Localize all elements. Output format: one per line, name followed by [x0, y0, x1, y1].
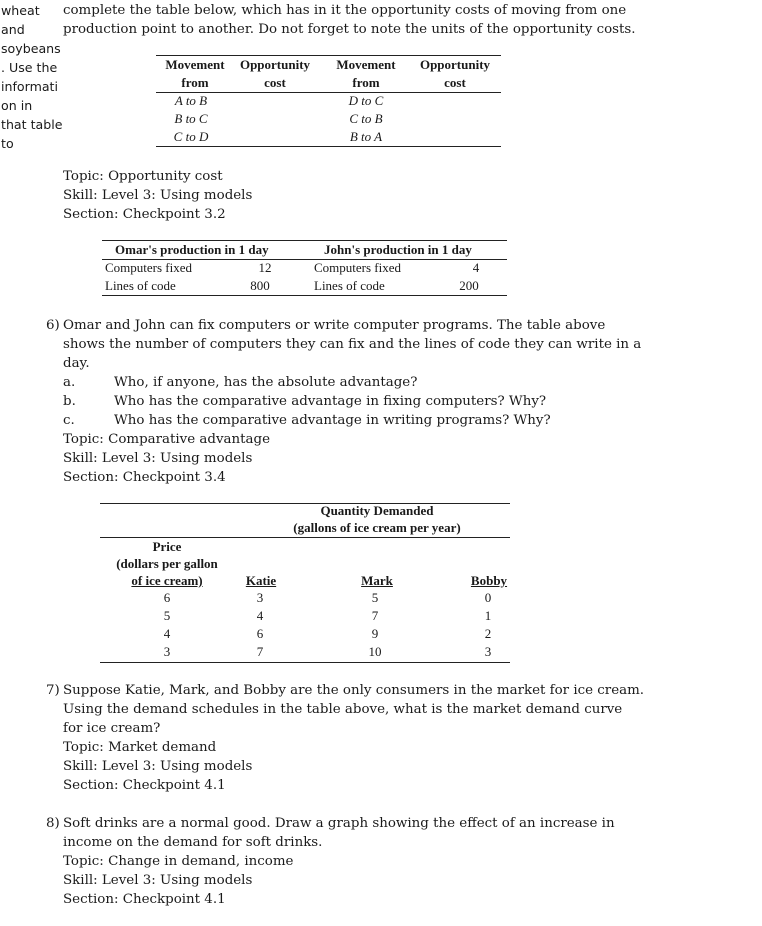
table-cell: Lines of code: [314, 278, 385, 293]
col-header-movement-sub: from: [352, 75, 380, 90]
question-line: Suppose Katie, Mark, and Bobby are the only consumers in the market for ice cream.: [63, 683, 645, 698]
left-column-line: to: [1, 136, 14, 151]
price-header: Price: [152, 539, 182, 554]
part-text: Who, if anyone, has the absolute advantage?: [114, 375, 418, 390]
table-cell: Lines of code: [105, 278, 176, 293]
table-cell: B to C: [174, 111, 208, 126]
part-text: Who has the comparative advantage in fixing computers? Why?: [114, 394, 547, 409]
col-header-movement-sub: from: [181, 75, 209, 90]
table-cell: 4: [163, 626, 171, 641]
question-number: 7): [46, 683, 60, 698]
table-cell: 9: [371, 626, 379, 641]
table-cell: 4: [256, 608, 264, 623]
topic-line: Topic: Opportunity cost: [63, 169, 223, 184]
intro-line: production point to another. Do not forget to note the units of the opportunity costs.: [63, 22, 636, 37]
table-cell: C to B: [349, 111, 383, 126]
table-cell: C to D: [173, 129, 209, 144]
left-column-line: on in: [1, 98, 33, 113]
table-cell: 0: [484, 590, 492, 605]
question-line: for ice cream?: [63, 721, 161, 736]
table-cell: Computers fixed: [314, 260, 402, 275]
table-cell: 7: [256, 644, 264, 659]
topic-line: Topic: Market demand: [63, 740, 217, 755]
col-header-mark: Mark: [361, 573, 393, 588]
omar-header: Omar's production in 1 day: [115, 242, 269, 257]
section-line: Section: Checkpoint 4.1: [63, 892, 226, 907]
part-label: a.: [63, 375, 76, 390]
table-cell: 12: [258, 260, 272, 275]
col-header-katie: Katie: [245, 573, 277, 588]
demand-subtitle: (gallons of ice cream per year): [293, 520, 461, 535]
skill-line: Skill: Level 3: Using models: [63, 188, 253, 203]
col-header-opportunity: Opportunity: [419, 57, 491, 72]
col-header-opportunity-sub: cost: [264, 75, 286, 90]
table-cell: 3: [163, 644, 171, 659]
col-header-opportunity: Opportunity: [239, 57, 311, 72]
question-line: day.: [63, 356, 90, 371]
table-cell: 200: [459, 278, 479, 293]
question-number: 8): [46, 816, 60, 831]
table-cell: 3: [484, 644, 492, 659]
left-column-line: soybeans: [1, 41, 61, 56]
part-label: b.: [63, 394, 76, 409]
left-column-line: that table: [1, 117, 63, 132]
question-line: shows the number of computers they can fix and the lines of code they can write in a: [63, 337, 642, 352]
table-cell: A to B: [174, 93, 208, 108]
table-cell: 2: [484, 626, 492, 641]
table-cell: D to C: [348, 93, 384, 108]
section-line: Section: Checkpoint 3.2: [63, 207, 226, 222]
intro-line: complete the table below, which has in it the opportunity costs of moving from one: [63, 3, 627, 18]
part-text: Who has the comparative advantage in writing programs? Why?: [114, 413, 551, 428]
col-header-movement: Movement: [165, 57, 225, 72]
price-header-unit: of ice cream): [131, 573, 203, 588]
question-line: Using the demand schedules in the table above, what is the market demand curve: [63, 702, 623, 717]
table-cell: 6: [256, 626, 264, 641]
topic-line: Topic: Comparative advantage: [63, 432, 271, 447]
left-column-line: and: [1, 22, 25, 37]
question-number: 6): [46, 318, 60, 333]
john-header: John's production in 1 day: [324, 242, 472, 257]
left-column-line: wheat: [1, 3, 40, 18]
table-cell: 7: [371, 608, 379, 623]
left-column-line: informati: [1, 79, 58, 94]
left-column-line: . Use the: [1, 60, 58, 75]
table-cell: Computers fixed: [105, 260, 193, 275]
table-cell: 5: [163, 608, 171, 623]
col-header-bobby: Bobby: [470, 573, 508, 588]
table-cell: 3: [256, 590, 264, 605]
section-line: Section: Checkpoint 3.4: [63, 470, 226, 485]
table-cell: 5: [371, 590, 379, 605]
col-header-movement: Movement: [336, 57, 396, 72]
skill-line: Skill: Level 3: Using models: [63, 759, 253, 774]
table-cell: 6: [163, 590, 171, 605]
skill-line: Skill: Level 3: Using models: [63, 873, 253, 888]
demand-title: Quantity Demanded: [320, 503, 434, 518]
table-cell: 10: [368, 644, 382, 659]
question-line: income on the demand for soft drinks.: [63, 835, 323, 850]
section-line: Section: Checkpoint 4.1: [63, 778, 226, 793]
table-cell: 800: [250, 278, 270, 293]
question-line: Omar and John can fix computers or write computer programs. The table above: [63, 318, 606, 333]
topic-line: Topic: Change in demand, income: [63, 854, 294, 869]
table-cell: 4: [472, 260, 480, 275]
skill-line: Skill: Level 3: Using models: [63, 451, 253, 466]
question-line: Soft drinks are a normal good. Draw a graph showing the effect of an increase in: [63, 816, 615, 831]
table-cell: B to A: [349, 129, 383, 144]
table-cell: 1: [484, 608, 492, 623]
part-label: c.: [63, 413, 75, 428]
price-header-sub: (dollars per gallon: [116, 556, 218, 571]
col-header-opportunity-sub: cost: [444, 75, 466, 90]
